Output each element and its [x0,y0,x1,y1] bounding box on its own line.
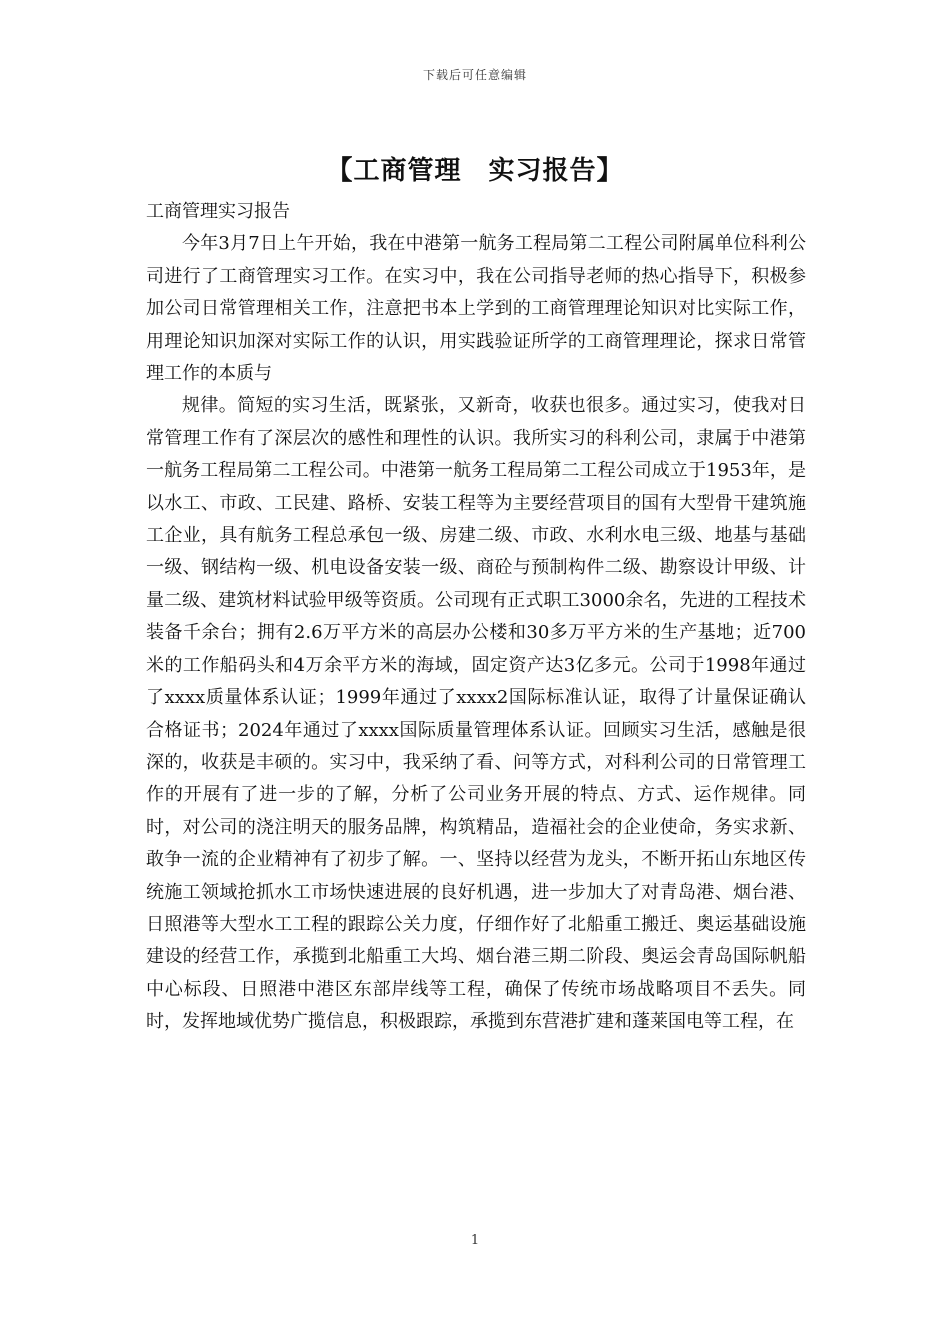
document-title: 【工商管理 实习报告】 [326,156,624,186]
body-paragraph-1: 今年3月7日上午开始，我在中港第一航务工程局第二工程公司附属单位科利公司进行了工商管理实习工作。在实习中，我在公司指导老师的热心指导下，积极参加公司日常管理相关工作，注意把书本上学到的工商管理理论知识对比实际工作，用理论知识加深对实际工作的认识，用实践验证所学的工商管理理论，探求日常管理工作的本质与 [146,233,806,385]
body-paragraph-2: 规律。简短的实习生活，既紧张，又新奇，收获也很多。通过实习，使我对日常管理工作有了深层次的感性和理性的认识。我所实习的科利公司，隶属于中港第一航务工程局第二工程公司。中港第一航务工程局第二工程公司成立于1953年，是以水工、市政、工民建、路桥、安装工程等为主要经营项目的国有大型骨干建筑施工企业，具有航务工程总承包一级、房建二级、市政、水利水电三级、地基与基础一级、钢结构一级、机电设备安装一级、商砼与预制构件二级、勘察设计甲级、计量二级、建筑材料试验甲级等资质。公司现有正式职工3000余名，先进的工程技术装备千余台；拥有2.6万平方米的高层办公楼和30多万平方米的生产基地；近700米的工作船码头和4万余平方米的海域，固定资产达3亿多元。公司于1998年通过了xxxx质量体系认证；1999年通过了xxxx2国际标准认证，取得了计量保证确认合格证书；2024年通过了xxxx国际质量管理体系认证。回顾实习生活，感触是很深的，收获是丰硕的。实习中，我采纳了看、问等方式，对科利公司的日常管理工作的开展有了进一步的了解，分析了公司业务开展的特点、方式、运作规律。同时，对公司的浇注明天的服务品牌，构筑精品，造福社会的企业使命，务实求新、敢争一流的企业精神有了初步了解。一、坚持以经营为龙头，不断开拓山东地区传统施工领域抢抓水工市场快速进展的良好机遇，进一步加大了对青岛港、烟台港、日照港等大型水工工程的跟踪公关力度，仔细作好了北船重工搬迁、奥运基础设施建设的经营工作，承揽到北船重工大坞、烟台港三期二阶段、奥运会青岛国际帆船中心标段、日照港中港区东部岸线等工程，确保了传统市场战略项目不丢失。同时，发挥地域优势广揽信息，积极跟踪，承揽到东营港扩建和蓬莱国电等工程，在 [146,395,806,1033]
document-subtitle: 工商管理实习报告 [146,201,290,222]
document-body [146,196,806,1039]
page-number: 1 [470,1233,480,1248]
page-header-note: 下载后可任意编辑 [422,68,527,82]
